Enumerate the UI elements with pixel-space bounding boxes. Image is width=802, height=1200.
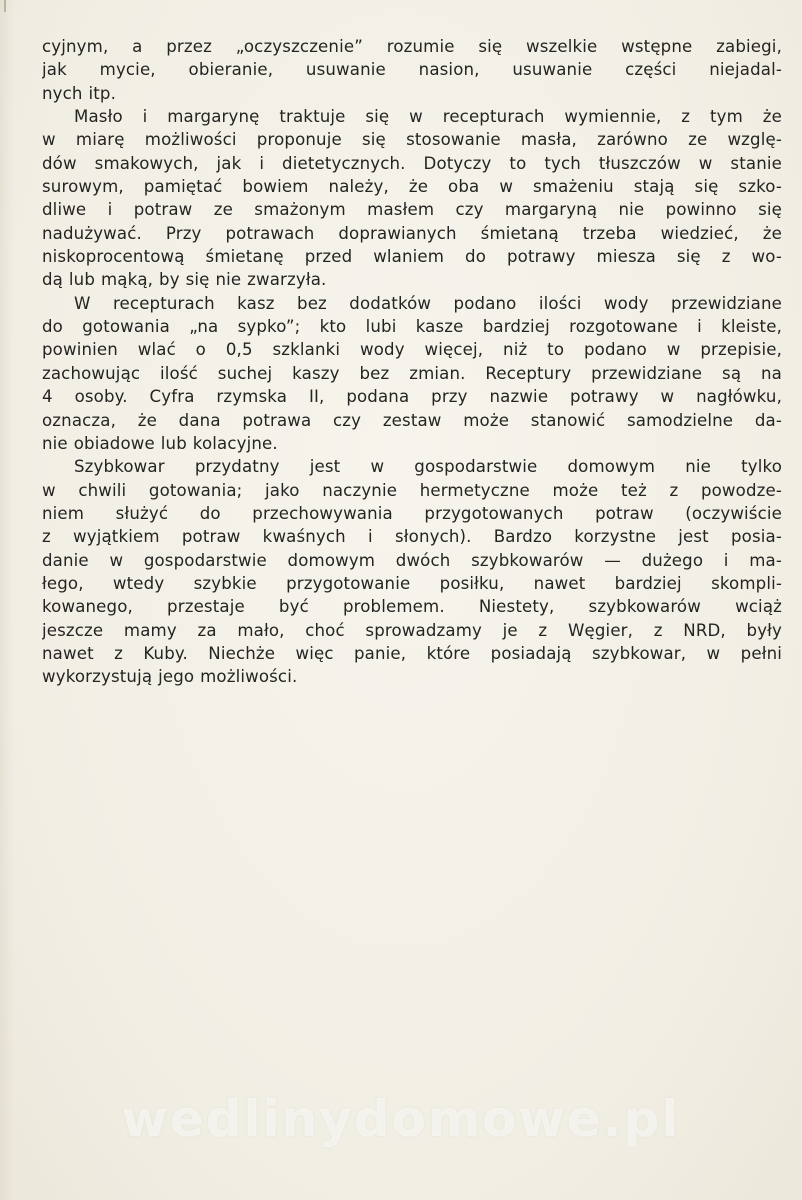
paragraph-1	[42, 35, 782, 105]
text-line: dliwe i potraw ze smażonym masłem czy margaryną nie powinno się	[42, 200, 782, 220]
text-line: nadużywać. Przy potrawach doprawianych śmietaną trzeba wiedzieć, że	[42, 223, 782, 243]
paragraph-4	[42, 455, 782, 688]
text-line: danie w gospodarstwie domowym dwóch szybkowarów — dużego i ma-	[42, 550, 782, 570]
page-edge-mark	[4, 0, 6, 12]
text-line: surowym, pamiętać bowiem należy, że oba w smażeniu stają się szko-	[42, 177, 782, 197]
text-line: oznacza, że dana potrawa czy zestaw może stanowić samodzielne da-	[42, 410, 782, 430]
text-line: z wyjątkiem potraw kwaśnych i słonych). Bardzo korzystne jest posia-	[42, 527, 782, 547]
text-line: jeszcze mamy za mało, choć sprowadzamy je z Węgier, z NRD, były	[42, 620, 782, 640]
text-line: jak mycie, obieranie, usuwanie nasion, usuwanie części niejadal-	[42, 60, 782, 80]
text-line: w chwili gotowania; jako naczynie hermetyczne może też z powodze-	[42, 480, 782, 500]
body-text	[42, 35, 782, 689]
text-line: do gotowania „na sypko”; kto lubi kasze bardziej rozgotowane i kleiste,	[42, 317, 782, 337]
text-line: cyjnym, a przez „oczyszczenie” rozumie się wszelkie wstępne zabiegi,	[42, 37, 782, 56]
text-line: łego, wtedy szybkie przygotowanie posiłku, nawet bardziej skompli-	[42, 573, 782, 593]
watermark: wedlinydomowe.pl	[121, 1090, 681, 1148]
text-line: dą lub mąką, by się nie zwarzyła.	[42, 270, 327, 290]
text-line: Masło i margarynę traktuje się w recepturach wymiennie, z tym że	[74, 107, 782, 127]
text-line: niskoprocentową śmietanę przed wlaniem do potrawy miesza się z wo-	[42, 247, 782, 267]
text-line: nie obiadowe lub kolacyjne.	[42, 433, 278, 453]
text-line: nych itp.	[42, 83, 117, 103]
text-line: 4 osoby. Cyfra rzymska II, podana przy nazwie potrawy w nagłówku,	[42, 387, 782, 407]
text-line: niem służyć do przechowywania przygotowanych potraw (oczywiście	[42, 503, 782, 523]
text-line: Szybkowar przydatny jest w gospodarstwie domowym nie tylko	[74, 457, 782, 477]
text-line: powinien wlać o 0,5 szklanki wody więcej, niż to podano w przepisie,	[42, 340, 782, 360]
text-line: dów smakowych, jak i dietetycznych. Dotyczy to tych tłuszczów w stanie	[42, 153, 782, 173]
paragraph-3	[42, 292, 782, 455]
text-line: nawet z Kuby. Niechże więc panie, które posiadają szybkowar, w pełni	[42, 643, 782, 663]
text-line: W recepturach kasz bez dodatków podano ilości wody przewidziane	[74, 293, 782, 313]
text-line: w miarę możliwości proponuje się stosowanie masła, zarówno ze wzglę-	[42, 130, 782, 150]
text-line: zachowując ilość suchej kaszy bez zmian. Receptury przewidziane są na	[42, 363, 782, 383]
text-line: wykorzystują jego możliwości.	[42, 667, 298, 687]
paragraph-2	[42, 105, 782, 292]
text-line: kowanego, przestaje być problemem. Niestety, szybkowarów wciąż	[42, 597, 782, 617]
